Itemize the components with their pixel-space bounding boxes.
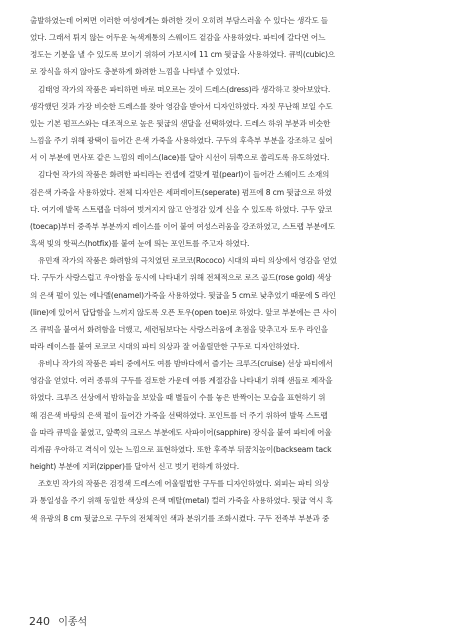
- page-number: 240: [29, 615, 50, 628]
- paragraph: [30, 81, 446, 167]
- footer-author: 이종석: [58, 617, 88, 628]
- paragraph: [30, 166, 446, 252]
- paragraph: [30, 475, 446, 526]
- text-line: 느낌을 주기 위해 광택이 들어간 은색 가죽을 사용하였다. 구두의 후측부 부분을 강조하고 싶어: [30, 136, 333, 146]
- text-line: 유민재 작가의 작품은 화려함의 극치였던 로코코(Rococo) 시대의 파티 의상에서 영감을 얻었: [38, 256, 337, 266]
- text-line: 김다현 작가의 작품은 화려한 파티라는 컨셉에 걸맞게 펄(pearl)이 들어간 스웨이드 소재의: [38, 170, 330, 180]
- text-line: 서 이 부분에 면사포 같은 느낌의 레이스(lace)를 달아 시선이 뒤쪽으로 쏠리도록 유도하였다.: [30, 153, 330, 163]
- paragraph: [30, 12, 446, 81]
- text-line: 조호빈 작가의 작품은 검정색 드레스에 어울릴법한 구두를 디자인하였다. 외피는 파티 의상: [38, 479, 329, 489]
- text-line: 김태영 작가의 작품은 파티하면 바로 떠오르는 것이 드레스(dress)라 생각하고 찾아보았다.: [38, 84, 331, 94]
- text-line: 을 따라 큐빅을 붙였고, 앞쪽의 크로스 부분에도 사파이어(sapphire) 장식을 붙여 파티에 어울: [30, 427, 332, 437]
- paragraph: [30, 355, 446, 475]
- text-line: 하였다. 크루즈 선상에서 밤하늘을 보았을 때 별들이 수를 놓은 반짝이는 모습을 표현하기 위: [30, 393, 326, 403]
- page-footer: [29, 613, 87, 628]
- text-line: 출발하였는데 어찌면 이러한 여성에게는 화려한 것이 오히려 부담스러울 수 있다는 생각도 들: [30, 16, 328, 25]
- text-line: 다. 구두가 사랑스럽고 우아함을 동시에 나타내기 위해 전체적으로 로즈 골드(rose gold) 색상: [30, 273, 332, 283]
- text-line: 생각했던 것과 가장 비슷한 드레스를 찾아 영감을 받아서 디자인하였다. 자칫 무난해 보일 수도: [30, 101, 333, 111]
- text-line: 의 은색 펄이 있는 에나멜(enamel)가죽을 사용하였다. 뒷굽을 5 cm로 낮추었기 때문에 S 라인: [30, 290, 336, 300]
- text-line: 즈 큐빅을 붙여서 화려함을 더했고, 세련됨보다는 사랑스러움에 초점을 맞추고자 토우 라인을: [30, 324, 328, 334]
- text-line: 과 통일성을 주기 위해 동일한 색상의 은색 메탈(metal) 컬러 가죽을 사용하였다. 뒷굽 역시 흑: [30, 496, 333, 506]
- text-line: 해 검은색 바탕의 은색 펄이 들어간 가죽을 선택하였다. 포인트를 더 주기 위하여 발목 스트랩: [30, 410, 328, 420]
- text-line: 있는 기본 펌프스와는 대조적으로 높은 뒷굽의 샌달을 선택하였다. 드레스 하위 부분과 비슷한: [30, 118, 331, 128]
- body-text: [30, 12, 446, 527]
- text-line: 유비나 작가의 작품은 파티 중에서도 여름 밤바다에서 즐기는 크루즈(cruise) 선상 파티에서: [38, 359, 333, 369]
- text-line: 색 유광의 8 cm 뒷굽으로 구두의 전체적인 색과 분위기를 조화시켰다. 구두 전족부 부분과 중: [30, 513, 330, 523]
- text-line: (toecap)부터 중족부 부분까지 레이스를 이어 붙여 여성스러움을 강조하였고, 스트랩 부분에도: [30, 221, 335, 231]
- text-line: 영감을 얻었다. 여러 종류의 구두를 검토한 가운데 여름 계절감을 나타내기 위해 샌들로 제작을: [30, 376, 333, 386]
- text-line: 따라 레이스를 붙여 로코코 시대의 파티 의상과 잘 어울릴만한 구두로 디자인하였다.: [30, 341, 300, 351]
- text-line: 로 장식을 하지 않아도 충분하게 화려한 느낌을 나타낼 수 있었다.: [30, 67, 240, 77]
- text-line: 정도는 기분을 낼 수 있도록 보이기 위하여 가보시에 11 cm 뒷굽을 사용하였다. 큐빅(cubic)으: [30, 50, 335, 60]
- text-line: (line)에 있어서 답답함을 느끼지 않도록 오픈 토우(open toe)로 하였다. 앞코 부분에는 큰 사이: [30, 307, 337, 317]
- text-line: 검은색 가죽을 사용하였다. 전체 디자인은 세퍼레이트(seperate) 펌프에 8 cm 뒷굽으로 하였: [30, 187, 332, 197]
- text-line: 흑색 빛의 핫픽스(hotfix)를 붙여 눈에 띄는 포인트를 주고자 하였다.: [30, 239, 250, 249]
- text-line: 다. 여기에 발목 스트랩을 더하여 벗겨지지 않고 안정감 있게 신을 수 있도록 하였다. 구두 앞코: [30, 204, 333, 214]
- text-line: 리게끔 우아하고 격식이 있는 느낌으로 표현하였다. 또한 후족부 뒤꿈치높이(backseam tack: [30, 444, 332, 454]
- paragraph: [30, 252, 446, 355]
- text-line: height) 부분에 지퍼(zipper)를 달아서 신고 벗기 편하게 하였다.: [30, 462, 240, 472]
- text-line: 었다. 그래서 튀지 않는 어두운 녹색계통의 스웨이드 겉감을 사용하였다. 파티에 갈다면 어느: [30, 33, 326, 43]
